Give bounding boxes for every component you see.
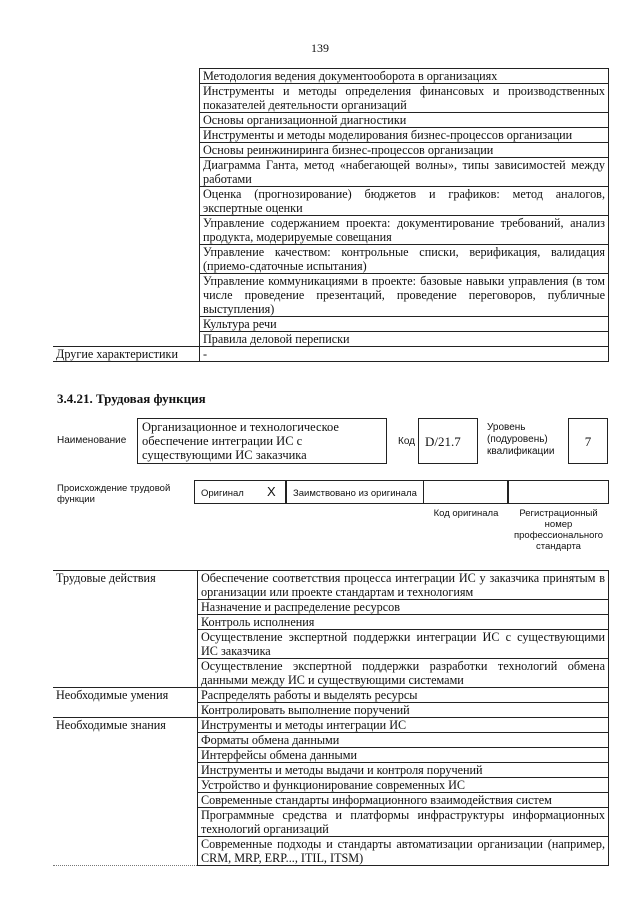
group-label-continuation [53,703,198,718]
row-label-cell [53,317,200,332]
knowledge-item: Оценка (прогнозирование) бюджетов и графиков: метод аналогов, экспертные оценки [200,187,609,216]
table-row [53,274,609,317]
table-row [53,317,609,332]
reg-number-box [508,480,609,504]
row-label-cell [53,84,200,113]
group-label-continuation [53,630,198,659]
table-row [53,187,609,216]
group-item: Осуществление экспертной поддержки разработки технологий обмена данными между ИС и существующими системами [198,659,609,688]
function-details-table [53,570,609,866]
knowledge-item: Инструменты и методы определения финансовых и производственных показателей деятельности организаций [200,84,609,113]
group-item: Осуществление экспертной поддержки интеграции ИС с существующими ИС заказчика [198,630,609,659]
table-row [53,158,609,187]
table-row [53,216,609,245]
table-row [53,630,609,659]
code-original-box [424,480,508,504]
group-item: Обеспечение соответствия процесса интеграции ИС у заказчика принятым в организации или проекте стандартам и технологиям [198,571,609,600]
table-row [53,143,609,158]
table-row [53,659,609,688]
group-label-continuation [53,837,198,866]
group-label-continuation [53,793,198,808]
group-item: Распределять работы и выделять ресурсы [198,688,609,703]
knowledge-item: Методология ведения документооборота в организациях [200,69,609,84]
row-label-cell [53,158,200,187]
original-mark: X [267,484,276,499]
group-item: Устройство и функционирование современных ИС [198,778,609,793]
name-label: Наименование [57,435,127,446]
group-item: Интерфейсы обмена данными [198,748,609,763]
table-row [53,571,609,600]
table-row [53,733,609,748]
table-row [53,113,609,128]
page-number: 139 [311,41,329,55]
knowledge-item: Управление качеством: контрольные списки, верификация, валидация (приемо-сдаточные испытания) [200,245,609,274]
function-code-box [418,418,478,464]
table-row [53,69,609,84]
group-label-continuation [53,733,198,748]
row-label-cell [53,113,200,128]
other-characteristics-label: Другие характеристики [53,347,200,362]
group-label-continuation [53,808,198,837]
level-box [568,418,608,464]
level-value: 7 [584,434,592,449]
knowledge-item: Основы организационной диагностики [200,113,609,128]
function-code-value: D/21.7 [425,434,461,449]
origin-label: Происхождение трудовой функции [57,483,171,505]
knowledge-item: Управление содержанием проекта: документирование требований, анализ продукта, модерируемые совещания [200,216,609,245]
group-label: Трудовые действия [53,571,198,600]
table-row [53,778,609,793]
group-label: Необходимые умения [53,688,198,703]
table-row [53,615,609,630]
group-label-continuation [53,600,198,615]
group-item: Современные стандарты информационного взаимодействия систем [198,793,609,808]
group-item: Современные подходы и стандарты автоматизации организации (например, CRM, MRP, ERP..., ITIL, ITSM) [198,837,609,866]
table-row [53,793,609,808]
original-label: Оригинал [201,488,244,499]
function-name-value: Организационное и технологическое обеспечение интеграции ИС с существующими ИС заказчика [142,420,339,462]
row-label-cell [53,274,200,317]
group-label: Необходимые знания [53,718,198,733]
section-heading: 3.4.21. Трудовая функция [57,391,206,406]
group-item: Программные средства и платформы инфраструктуры информационных технологий организаций [198,808,609,837]
row-label-cell [53,143,200,158]
other-characteristics-value: - [200,347,609,362]
reg-number-label: Регистрационный номер профессионального стандарта [514,508,603,552]
knowledge-item: Управление коммуникациями в проекте: базовые навыки управления (в том числе проведение презентаций, проведение переговоров, публичные выступления) [200,274,609,317]
table-row [53,600,609,615]
table-row [53,332,609,347]
table-row [53,808,609,837]
table-row [53,245,609,274]
row-label-cell [53,216,200,245]
original-box [194,480,286,504]
table-row [53,763,609,778]
group-item: Контролировать выполнение поручений [198,703,609,718]
code-original-label: Код оригинала [433,508,499,519]
knowledge-item: Диаграмма Ганта, метод «набегающей волны», типы зависимостей между работами [200,158,609,187]
level-label: Уровень (подуровень) квалификации [487,422,555,457]
group-item: Форматы обмена данными [198,733,609,748]
table-row [53,688,609,703]
knowledge-item: Основы реинжиниринга бизнес-процессов организации [200,143,609,158]
group-item: Назначение и распределение ресурсов [198,600,609,615]
knowledge-item: Инструменты и методы моделирования бизнес-процессов организации [200,128,609,143]
function-name-box [137,418,387,464]
table-row [53,84,609,113]
group-label-continuation [53,615,198,630]
group-item: Инструменты и методы выдачи и контроля поручений [198,763,609,778]
row-label-cell [53,187,200,216]
row-label-cell [53,245,200,274]
group-item: Контроль исполнения [198,615,609,630]
knowledge-item: Правила деловой переписки [200,332,609,347]
code-label: Код [398,436,416,447]
row-label-cell [53,332,200,347]
table-row [53,748,609,763]
group-label-continuation [53,763,198,778]
other-characteristics-row [53,347,609,362]
borrowed-box [286,480,424,504]
upper-knowledge-table [53,68,609,362]
table-row [53,703,609,718]
knowledge-item: Культура речи [200,317,609,332]
row-label-cell [53,128,200,143]
table-row [53,128,609,143]
row-label-cell [53,69,200,84]
table-row [53,718,609,733]
group-item: Инструменты и методы интеграции ИС [198,718,609,733]
group-label-continuation [53,778,198,793]
group-label-continuation [53,748,198,763]
table-row [53,837,609,866]
borrowed-label: Заимствовано из оригинала [293,488,417,499]
group-label-continuation [53,659,198,688]
